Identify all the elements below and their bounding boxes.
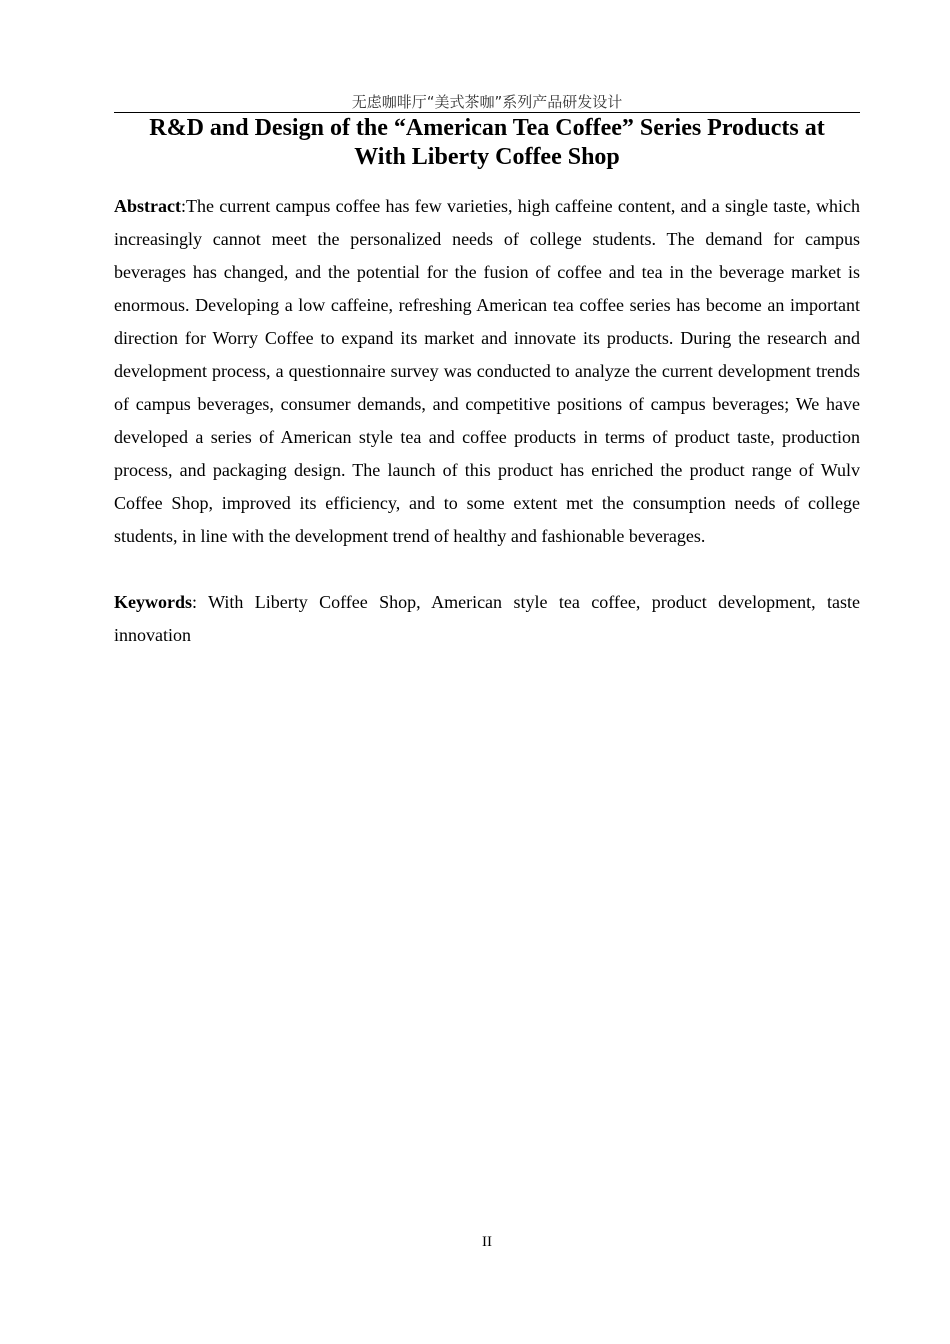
abstract-separator: : <box>180 196 186 216</box>
title-line-1: R&D and Design of the “American Tea Coffee” Series Products at <box>149 115 825 141</box>
keywords-label: Keywords <box>114 592 192 612</box>
running-header: 无虑咖啡厅“美式茶咖”系列产品研发设计 <box>351 93 623 111</box>
abstract-text: The current campus coffee has few varieties, high caffeine content, and a single taste, which increasingly cannot meet the personalized needs of college students. The demand for campus beverages has changed, and the potential for the fusion of coffee and tea in the beverage market is enormous. Developing a low caffeine, refreshing American tea coffee series has become an important direction for Worry Coffee to expand its market and innovate its products. During the research and development process, a questionnaire survey was conducted to analyze the current development trends of campus beverages, consumer demands, and competitive positions of campus beverages; We have developed a series of American style tea and coffee products in terms of product taste, production process, and packaging design. The launch of this product has enriched the product range of Wulv Coffee Shop, improved its efficiency, and to some extent met the consumption needs of college students, in line with the development trend of healthy and fashionable beverages. <box>114 196 860 546</box>
keywords-paragraph <box>114 586 860 652</box>
header-rule <box>114 112 860 113</box>
document-title <box>114 114 860 172</box>
page-number: II <box>482 1234 492 1250</box>
keywords-separator: : <box>192 592 209 612</box>
abstract-paragraph <box>114 190 860 553</box>
keywords-text: With Liberty Coffee Shop, American style tea coffee, product development, taste innovation <box>114 592 860 645</box>
abstract-label: Abstract <box>114 196 181 216</box>
title-line-2: With Liberty Coffee Shop <box>354 144 620 170</box>
